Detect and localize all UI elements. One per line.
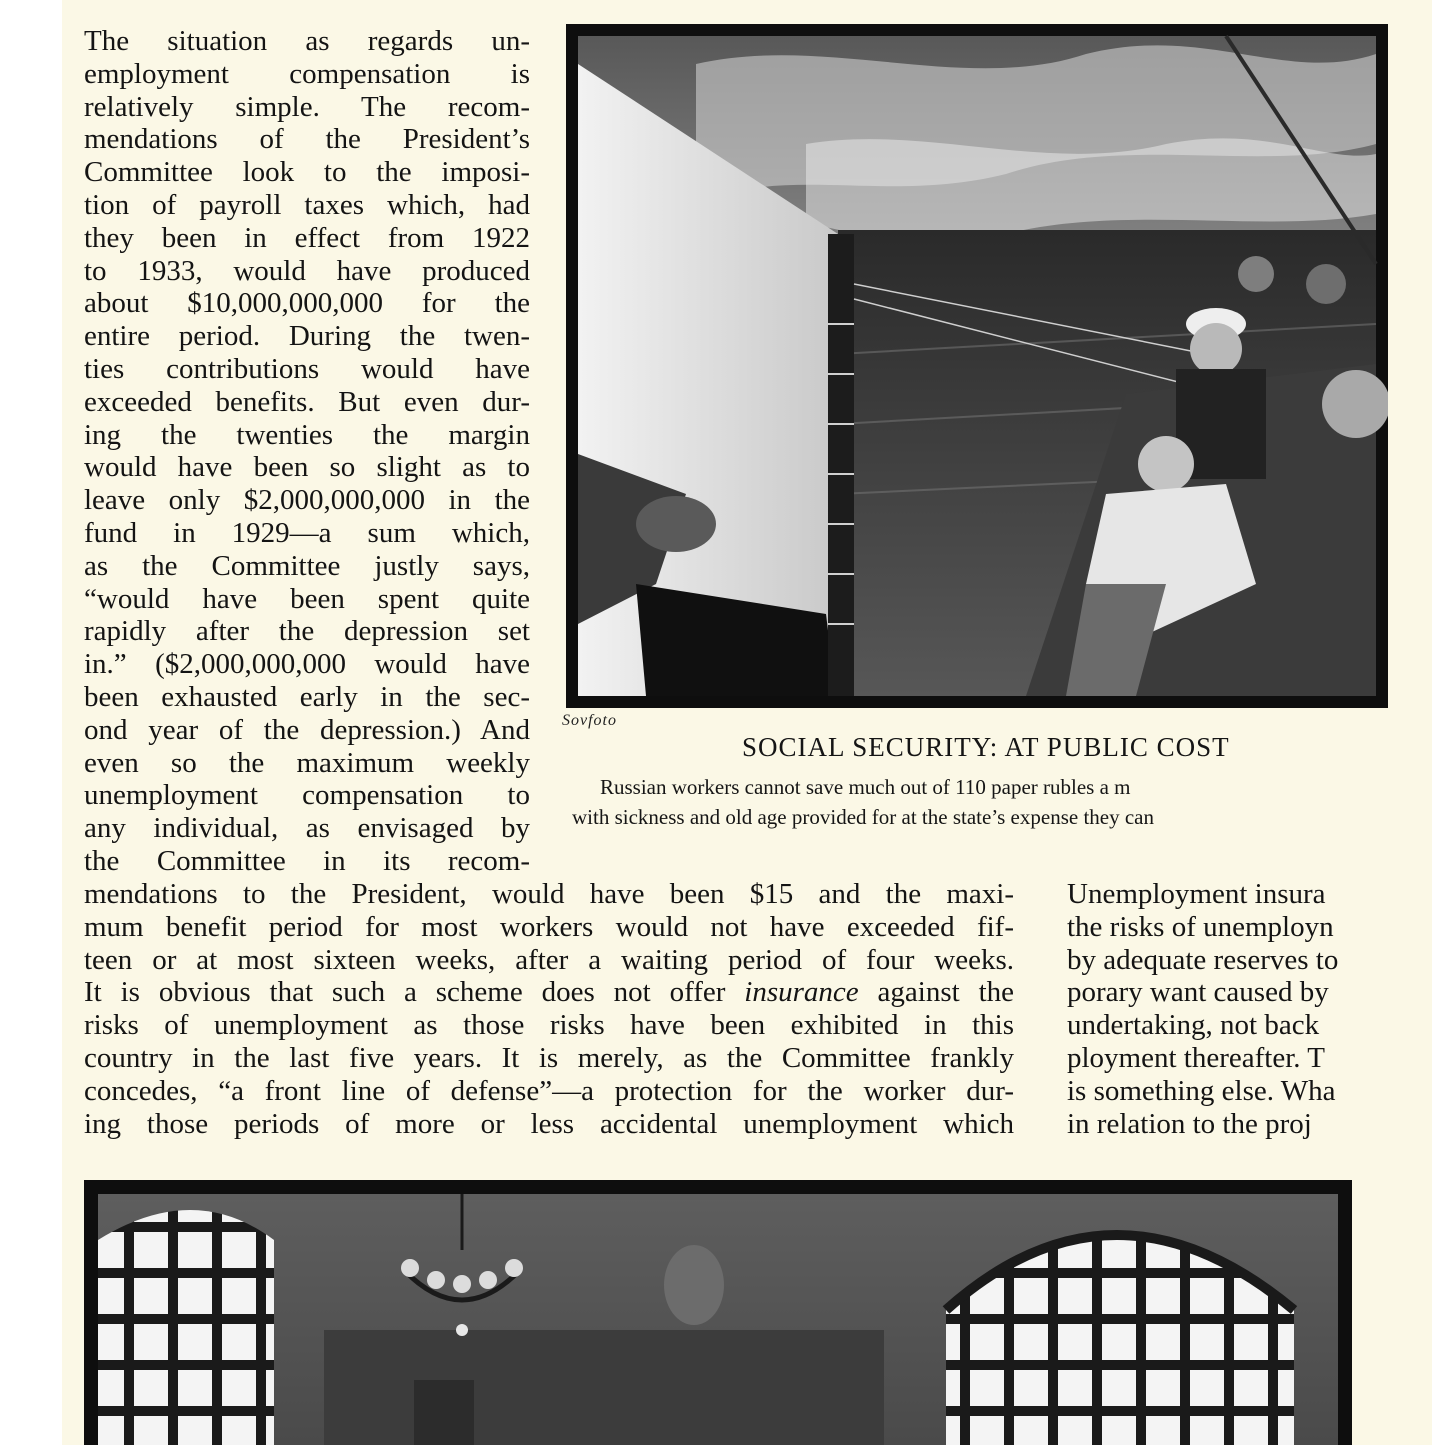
text-line: porary want caused by	[1067, 976, 1329, 1009]
page-left-margin	[0, 0, 62, 1445]
emphasis-insurance: insurance	[744, 976, 859, 1009]
page-right-edge	[1432, 0, 1445, 1445]
photo-caption-line: with sickness and old age provided for at the state’s expense they can	[572, 805, 1154, 829]
text-line: ond year of the depression.) And	[84, 713, 530, 746]
text-line: mum benefit period for most workers would not have exceeded fif-	[84, 910, 1014, 943]
text-line: employment compensation is	[84, 57, 530, 90]
text-line: even so the maximum weekly	[84, 746, 530, 779]
text-line: they been in effect from 1922	[84, 221, 530, 254]
text-line: to 1933, would have produced	[84, 254, 530, 287]
text-line: is something else. Wha	[1067, 1074, 1336, 1107]
text-line: tion of payroll taxes which, had	[84, 188, 530, 221]
text-line: about $10,000,000,000 for the	[84, 287, 530, 320]
text-line: by adequate reserves to	[1067, 943, 1339, 976]
photo-caption	[572, 772, 1432, 832]
photo-interior-hall	[84, 1180, 1352, 1445]
text-line: country in the last five years. It is merely, as the Committee frankly	[84, 1041, 1014, 1074]
interior-hall-photo-illustration	[84, 1180, 1352, 1445]
photo-caption-line: Russian workers cannot save much out of 110 paper rubles a m	[600, 775, 1131, 799]
text-line: in relation to the proj	[1067, 1107, 1312, 1140]
text-line-with-emphasis	[84, 976, 1014, 1009]
text-line: ties contributions would have	[84, 352, 530, 385]
text-line: in.” ($2,000,000,000 would have	[84, 648, 530, 681]
text-line: been exhausted early in the sec-	[84, 680, 530, 713]
text-line: “would have been spent quite	[84, 582, 530, 615]
text-run: It is obvious that such a scheme does not offer	[84, 976, 745, 1009]
text-line: exceeded benefits. But even dur-	[84, 385, 530, 418]
text-line: Unemployment insura	[1067, 878, 1326, 910]
article-column-left	[84, 25, 530, 878]
photo-russian-workers-on-ship	[566, 24, 1388, 708]
text-run: against the	[858, 976, 1015, 1009]
text-line: Committee look to the imposi-	[84, 156, 530, 189]
text-line: ployment thereafter. T	[1067, 1041, 1325, 1074]
text-line: concedes, “a front line of defense”—a protection for the worker dur-	[84, 1074, 1014, 1107]
text-line: teen or at most sixteen weeks, after a waiting period of four weeks.	[84, 943, 1014, 976]
article-column-right	[1067, 878, 1432, 1140]
text-line: the risks of unemployn	[1067, 910, 1334, 943]
text-line: The situation as regards un-	[84, 25, 530, 57]
text-line: unemployment compensation to	[84, 779, 530, 812]
text-line: would have been so slight as to	[84, 451, 530, 484]
text-line: any individual, as envisaged by	[84, 812, 530, 845]
text-line: leave only $2,000,000,000 in the	[84, 484, 530, 517]
ship-deck-photo-illustration	[566, 24, 1388, 708]
text-line: mendations of the President’s	[84, 123, 530, 156]
text-line: mendations to the President, would have been $15 and the maxi-	[84, 878, 1014, 910]
text-line: undertaking, not back	[1067, 1009, 1320, 1042]
text-line: fund in 1929—a sum which,	[84, 516, 530, 549]
article-span-paragraph	[84, 878, 1014, 1140]
photo-caption-title: SOCIAL SECURITY: AT PUBLIC COST	[742, 732, 1230, 762]
text-line: ing the twenties the margin	[84, 418, 530, 451]
photo-credit: Sovfoto	[562, 712, 617, 729]
text-line: as the Committee justly says,	[84, 549, 530, 582]
text-line: risks of unemployment as those risks have been exhibited in this	[84, 1009, 1014, 1042]
text-line: relatively simple. The recom-	[84, 90, 530, 123]
text-line: entire period. During the twen-	[84, 320, 530, 353]
text-line: rapidly after the depression set	[84, 615, 530, 648]
text-line: ing those periods of more or less accidental unemployment which	[84, 1107, 1014, 1140]
text-line: the Committee in its recom-	[84, 844, 530, 877]
